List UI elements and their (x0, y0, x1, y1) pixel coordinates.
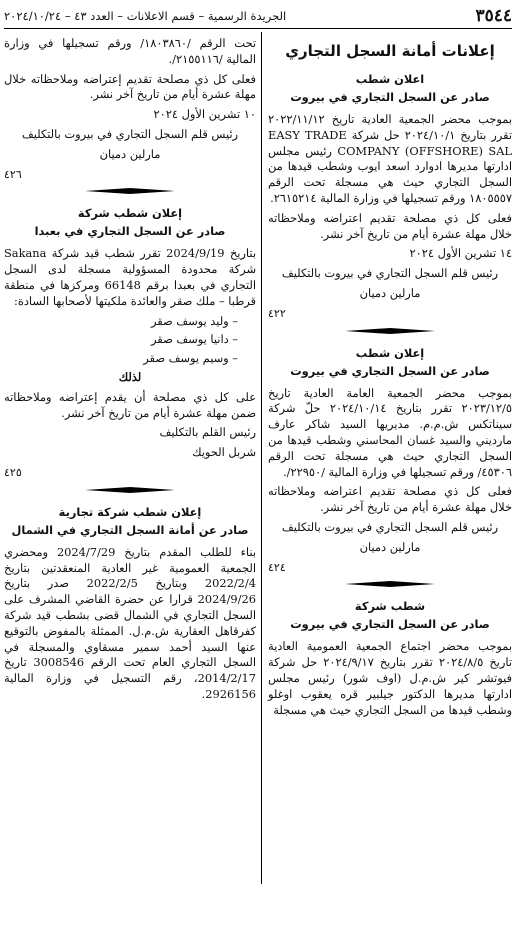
notice-continued (268, 599, 512, 718)
signer-title: رئيس القلم بالتكليف (159, 425, 256, 440)
notice-425 (4, 206, 256, 492)
notice-title: اعلان شطب (355, 72, 425, 86)
therefore-heading: لذلك (118, 369, 142, 384)
signer-name: مارلين دميان (359, 285, 421, 300)
notice-body: بموجب محضر الجمعية العامة العادية تاريخ ٢٠٢٣/١٢/٥ تقرر بتاريخ ٢٠٢٤/١٠/١٤ حلّ شركة سيناتكس ش.م.م. مديريها السيد شاكر عارف مارديني والسيد غسان المحاسني وشطب قيدها من السجل التجاري حيث هي مسجلة تحت الرقم ٤٥٣٠٦/ ورقم تسجيلها في وزارة المالية /٢٢٩٥٠/. (268, 385, 512, 479)
notice-title: شطب شركة (354, 599, 426, 614)
notice-number: ٤٢٥ (4, 465, 22, 479)
notice-source: صادر عن السجل التجاري في بيروت (290, 617, 490, 632)
signer-name: مارلين دميان (99, 146, 161, 161)
separator-ornament (85, 188, 175, 194)
signer-name: شربل الحويك (192, 445, 256, 460)
notice-424 (268, 346, 512, 588)
notice-body: بتاريخ 2024/9/19 تقرر شطب قيد شركة Sakana شركة محدودة المسؤولية مسجلة لدى السجل التجاري في بعبدا برقم 66148 ومركزها في منطقة قرطبا – ملك صقر والعائدة ملكيتها لأصحابها السادة: (4, 246, 256, 308)
notice-body: بناء للطلب المقدم بتاريخ 2024/7/29 ومحضري الجمعية العمومية غير العادية المنعقدتين بتاريخ 2022/2/4 وبتاريخ 2022/2/5 صدر بتاريخ 2024/9/26 قرارا عن حضرة القاضي المشرف على السجل التجاري في الشمال قضى بشطب قيد شركة كفرقاهل العقارية ش.م.ل. الممثلة بالمفوض بالتوقيع عنها السيد أحمد سمير مسقاوي والمسجلة في السجل التجاري العام تحت الرقم 3008546 تاريخ 2014/2/17، رقم التسجيل في وزارة المالية 2926156. (4, 544, 257, 701)
page-number: ٣٥٤٤ (475, 6, 512, 26)
separator-ornament (345, 328, 435, 334)
signer-name: مارلين دميان (359, 539, 421, 554)
notice-objection: فعلى كل ذي مصلحة تقديم اعتراضه وملاحظاته خلال مهلة عشرة أيام من تاريخ آخر نشر. (268, 484, 512, 515)
notice-title: إعلان شطب شركة تجارية (58, 504, 202, 519)
notice-objection: على كل ذي مصلحة أن يقدم إعتراضه وملاحظاته ضمن مهلة عشرة أيام من تاريخ آخر نشر. (4, 389, 256, 420)
signer-title: رئيس قلم السجل التجاري في بيروت بالتكليف (281, 266, 499, 281)
notice-426 (4, 36, 256, 194)
notice-source: صادر عن السجل التجاري في بيروت (290, 363, 490, 378)
owner-item: – دانيا يوسف صقر (151, 332, 238, 347)
notice-title: إعلان شطب شركة (77, 206, 183, 221)
notice-422 (268, 72, 512, 334)
signer-title: رئيس قلم السجل التجاري في بيروت بالتكليف (21, 126, 239, 141)
notice-objection: فعلى كل ذي مصلحة تقديم اعتراضه وملاحظاته خلال مهلة عشرة أيام من تاريخ آخر نشر. (268, 210, 512, 241)
notice-source: صادر عن أمانة السجل التجاري في الشمال (11, 522, 249, 537)
column-divider (261, 32, 262, 884)
right-column (268, 36, 512, 722)
page-header (4, 4, 512, 29)
notice-number: ٤٢٦ (4, 167, 22, 181)
separator-ornament (85, 487, 175, 493)
signer-title: رئيس قلم السجل التجاري في بيروت بالتكليف (281, 519, 499, 534)
publication-header: الجريدة الرسمية – قسم الاعلانات – العدد ٤٣ – ٢٠٢٤/١٠/٢٤ (4, 9, 287, 23)
notice-objection: فعلى كل ذي مصلحة تقديم إعتراضه وملاحظاته خلال مهلة عشرة أيام من تاريخ آخر نشر. (4, 71, 256, 102)
notice-number: ٤٢٤ (268, 560, 286, 574)
separator-ornament (345, 581, 435, 587)
notice-source: صادر عن السجل التجاري في بعبدا (34, 224, 226, 239)
section-title: إعلانات أمانة السجل التجاري (285, 42, 495, 60)
notice-body: بموجب محضر اجتماع الجمعية العمومية العادية تاريخ ٢٠٢٤/٨/٥ تقرر بتاريخ ٢٠٢٤/٩/١٧ حل شركة فيوتشر كير ش.م.ل (اوف شور) رئيس مجلس ادارتها مديرها الدكتور جيلبير قره يعقوب اوغلو وشطب قيدها من السجل التجاري حيث هي مسجلة (268, 639, 512, 717)
notice-date: ١٠ تشرين الأول ٢٠٢٤ (153, 107, 256, 122)
notice-body: بموجب محضر الجمعية العادية تاريخ ٢٠٢٢/١١/١٢ تقرر بتاريخ ٢٠٢٤/١٠/١ حل شركة EASY TRADE COMPANY (OFFSHORE) SAL رئيس مجلس ادارتها مديرها ادوارد اسعد ايوب وشطب قيدها من السجل التجاري حيث هي مسجلة تحت الرقم ١٨٠٥٥٥٧ ورقم تسجيلها في وزارة المالية ٢٦١٥٢١٤. (268, 112, 512, 205)
notice-north (4, 505, 256, 703)
notice-source: صادر عن السجل التجاري في بيروت (290, 90, 490, 104)
owner-item: – وليد يوسف صقر (150, 313, 238, 328)
notice-title: إعلان شطب (355, 345, 425, 360)
notice-body: تحت الرقم /١٨٠٣٨٦٠/ ورقم تسجيلها في وزارة المالية /٢١٥٥١١٦/. (4, 36, 256, 66)
notice-date: ١٤ تشرين الأول ٢٠٢٤ (409, 246, 512, 261)
owner-item: – وسيم يوسف صقر (143, 351, 238, 366)
left-column (4, 36, 256, 707)
notice-number: ٤٢٢ (268, 306, 286, 320)
